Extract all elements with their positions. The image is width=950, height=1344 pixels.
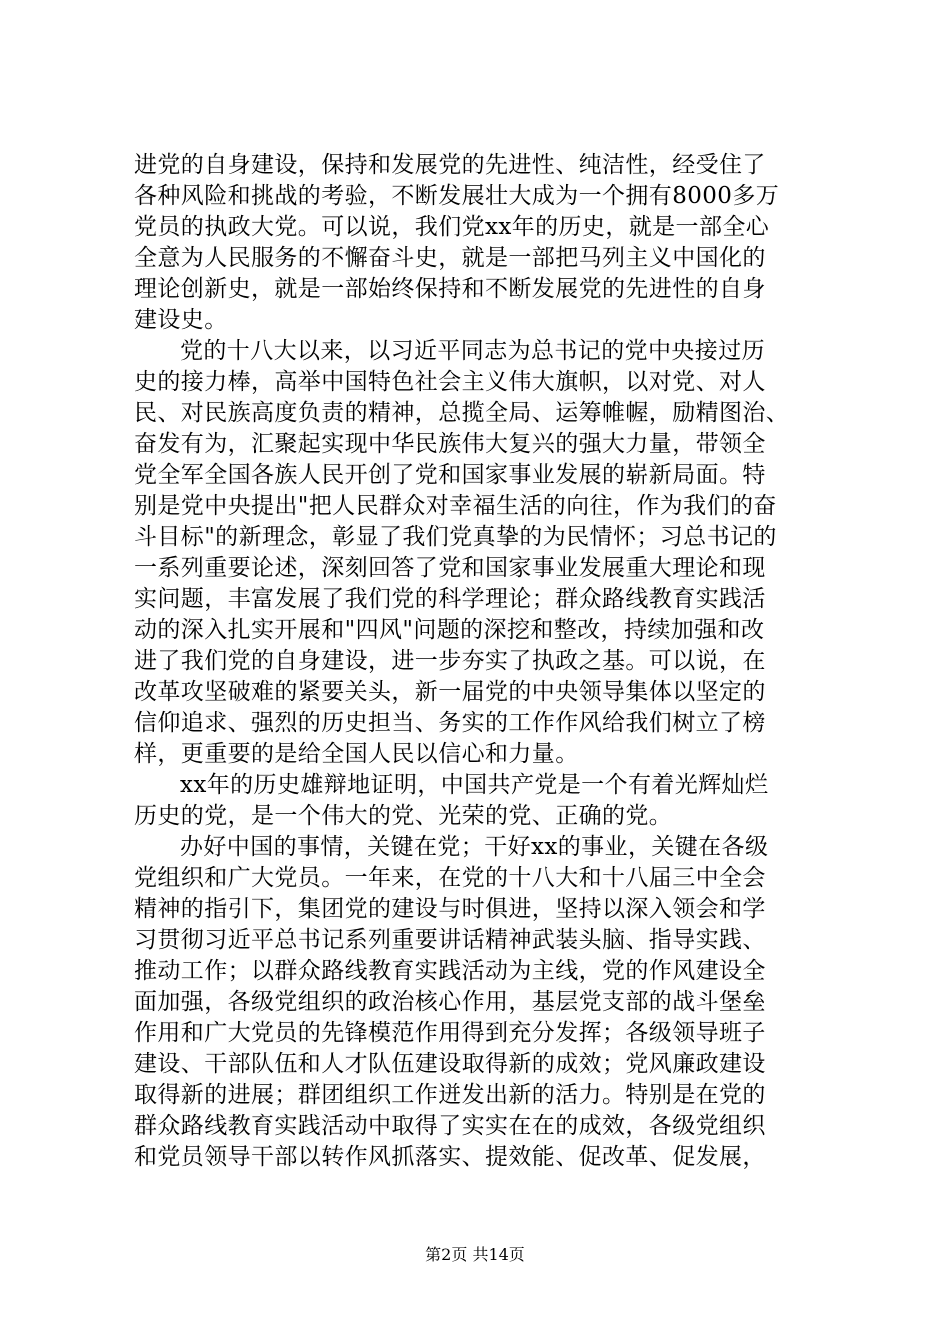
text-line: 动的深入扎实开展和"四风"问题的深挖和整改，持续加强和改: [134, 617, 765, 643]
text-line: 和党员领导干部以转作风抓落实、提效能、促改革、促发展，: [134, 1144, 766, 1170]
text-line: 习贯彻习近平总书记系列重要讲话精神武装头脑、指导实践、: [134, 927, 766, 953]
text-line: 别是党中央提出"把人民群众对幸福生活的向往，作为我们的奋: [134, 493, 777, 519]
text-line: 进党的自身建设，保持和发展党的先进性、纯洁性，经受住了: [134, 152, 766, 178]
text-line: 党员的执政大党。可以说，我们党xx年的历史，就是一部全心: [134, 214, 770, 240]
text-line: 史的接力棒，高举中国特色社会主义伟大旗帜，以对党、对人: [134, 369, 766, 395]
text-line: 样，更重要的是给全国人民以信心和力量。: [134, 741, 579, 767]
text-line: 奋发有为，汇聚起实现中华民族伟大复兴的强大力量，带领全: [134, 431, 766, 457]
page-footer: 第2页 共14页: [425, 1245, 525, 1264]
text-line: 信仰追求、强烈的历史担当、务实的工作作风给我们树立了榜: [134, 710, 766, 736]
text-line: 一系列重要论述，深刻回答了党和国家事业发展重大理论和现: [134, 555, 766, 581]
body-text: [134, 150, 834, 1173]
text-line: 党的十八大以来，以习近平同志为总书记的党中央接过历: [180, 338, 765, 364]
text-line: 斗目标"的新理念，彰显了我们党真挚的为民情怀；习总书记的: [134, 524, 777, 550]
text-line: 全意为人民服务的不懈奋斗史，就是一部把马列主义中国化的: [134, 245, 766, 271]
paragraph: [134, 770, 834, 832]
text-line: 建设、干部队伍和人才队伍建设取得新的成效；党风廉政建设: [134, 1051, 766, 1077]
text-line: 建设史。: [134, 307, 228, 333]
text-line: 取得新的进展；群团组织工作迸发出新的活力。特别是在党的: [134, 1082, 766, 1108]
text-line: 历史的党，是一个伟大的党、光荣的党、正确的党。: [134, 803, 673, 829]
text-line: 民、对民族高度负责的精神，总揽全局、运筹帷幄，励精图治、: [134, 400, 790, 426]
text-line: 进了我们党的自身建设，进一步夯实了执政之基。可以说，在: [134, 648, 766, 674]
text-line: 面加强，各级党组织的政治核心作用，基层党支部的战斗堡垒: [134, 989, 766, 1015]
text-line: 实问题，丰富发展了我们党的科学理论；群众路线教育实践活: [134, 586, 766, 612]
text-line: 作用和广大党员的先锋模范作用得到充分发挥；各级领导班子: [134, 1020, 766, 1046]
paragraph: [134, 150, 834, 336]
text-line: 党组织和广大党员。一年来，在党的十八大和十八届三中全会: [134, 865, 766, 891]
text-line: 办好中国的事情，关键在党；干好xx的事业，关键在各级: [180, 834, 769, 860]
text-line: 推动工作；以群众路线教育实践活动为主线，党的作风建设全: [134, 958, 766, 984]
text-line: 精神的指引下，集团党的建设与时俱进，坚持以深入领会和学: [134, 896, 766, 922]
text-line: 群众路线教育实践活动中取得了实实在在的成效，各级党组织: [134, 1113, 766, 1139]
text-line: 各种风险和挑战的考验，不断发展壮大成为一个拥有8000多万: [134, 183, 780, 209]
text-line: xx年的历史雄辩地证明，中国共产党是一个有着光辉灿烂: [180, 772, 769, 798]
text-line: 改革攻坚破难的紧要关头，新一届党的中央领导集体以坚定的: [134, 679, 766, 705]
paragraph: [134, 832, 834, 1173]
paragraph: [134, 336, 834, 770]
text-line: 理论创新史，就是一部始终保持和不断发展党的先进性的自身: [134, 276, 766, 302]
text-line: 党全军全国各族人民开创了党和国家事业发展的崭新局面。特: [134, 462, 766, 488]
